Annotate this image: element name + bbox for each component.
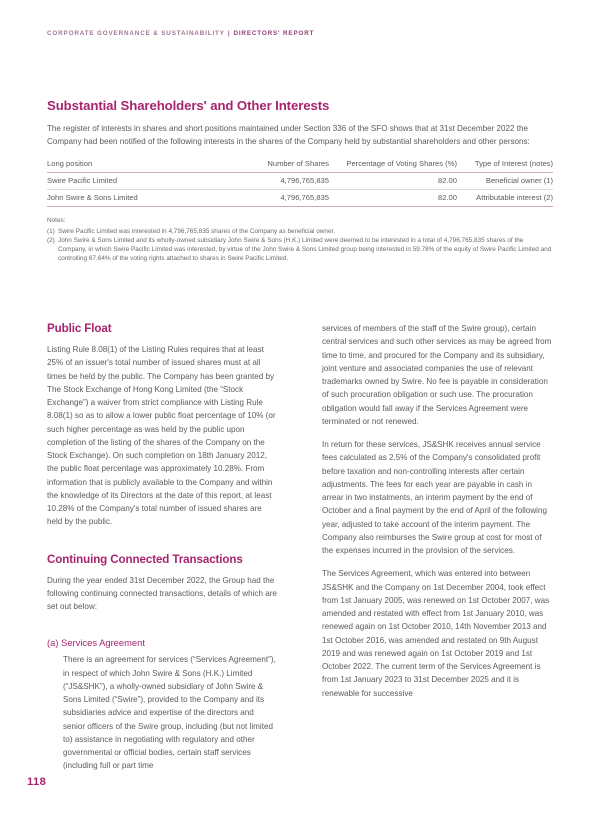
note-text: John Swire & Sons Limited and its wholly-owned subsidiary John Swire & Sons (H.K.) Limited were deemed to be interested in a total of 4,796,765,835 shares of the Company, in which Swire Pacific Limited was interested, by virtue of the John Swire & Sons Limited group being interested in 59.78% of the equity of Swire Pacific Limited and controlling 67.64% of the voting rights attached to shares in Swire Pacific Limited. xyxy=(58,236,552,263)
note-marker: (2) xyxy=(47,236,55,244)
services-agreement-paragraph-3: The Services Agreement, which was entered into between JS&SHK and the Company on 1st December 2004, took effect from 1st January 2005, was renewed on 1st October 2007, was amended and restated with effect from 1st January 2010, was renewed again on 1st October 2010, 14th November 2013 and 1st October 2016, was amended and restated on 9th August 2019 and was renewed again on 1st October 2019 and 1st October 2022. The current term of the Services Agreement is from 1st January 2023 to 31st December 2025 and it is renewable for successive xyxy=(322,569,550,698)
services-agreement-paragraph-part-1: There is an agreement for services (“Services Agreement”), in respect of which John Swire & Sons (H.K.) Limited (“JS&SHK”), a wholly-owned subsidiary of John Swire & Sons Limited (“Swire”), provided to the Company and its subsidiaries advice and expertise of the directors and senior officers of the Swire group, including (but not limited to) assistance in negotiating with regulatory and other governmental or official bodies, certain staff services (including full or part time xyxy=(63,655,276,771)
running-header-chapter: DIRECTORS' REPORT xyxy=(233,30,315,37)
table-header-row xyxy=(47,157,553,172)
services-agreement-heading: (a) Services Agreement xyxy=(47,637,145,649)
table-notes xyxy=(47,216,553,263)
substantial-shareholders-table xyxy=(47,157,553,207)
cell-shareholder-name: Swire Pacific Limited xyxy=(47,172,219,189)
cell-number-of-shares: 4,796,765,835 xyxy=(219,189,329,206)
cell-type-of-interest: Beneficial owner (1) xyxy=(457,172,553,189)
running-header-separator: | xyxy=(227,30,231,37)
notes-label: Notes: xyxy=(47,216,66,224)
note-marker: (1) xyxy=(47,227,55,235)
two-column-region xyxy=(47,322,553,771)
substantial-shareholders-intro: The register of interests in shares and short positions maintained under Section 336 of the SFO shows that at 31st December 2022 the Company had been notified of the following interests in the shares of the Company held by substantial shareholders and other persons: xyxy=(47,124,530,147)
page-title: Substantial Shareholders' and Other Interests xyxy=(47,98,330,113)
note-text: Swire Pacific Limited was interested in 4,796,765,835 shares of the Company as beneficial owner. xyxy=(58,227,336,235)
cell-shareholder-name: John Swire & Sons Limited xyxy=(47,189,219,206)
page-content xyxy=(47,98,553,263)
note-item xyxy=(47,236,553,263)
column-header-type-of-interest: Type of Interest (notes) xyxy=(457,157,553,172)
column-spacer xyxy=(47,539,278,553)
public-float-paragraph: Listing Rule 8.08(1) of the Listing Rules requires that at least 25% of an issuer's total number of issued shares must at all times be held by the public. The Company has been granted by The Stock Exchange of Hong Kong Limited (the “Stock Exchange”) a waiver from strict compliance with Listing Rule 8.08(1) so as to allow a lower public float percentage of 10% (or such higher percentage as was held by the public upon completion of the listing of the shares of the Company on the Stock Exchange). On such completion on 18th January 2012, the public float percentage was approximately 10.28%. From information that is publicly available to the Company and within the knowledge of its Directors at the date of this report, at least 10.28% of the Company's total number of issued shares are held by the public. xyxy=(47,345,276,527)
running-header-section: CORPORATE GOVERNANCE & SUSTAINABILITY xyxy=(47,30,225,37)
table-row xyxy=(47,189,553,206)
services-agreement-paragraph-part-2: services of members of the staff of the Swire group), certain central services and such other services as may be agreed from time to time, and procured for the Company and its subsidiary, joint venture and associated companies the use of relevant trademarks owned by Swire. No fee is payable in consideration of such procuration obligation or such use. The procuration obligation would fall away if the Services Agreement were terminated or not renewed. xyxy=(322,324,552,426)
cell-percentage: 82.00 xyxy=(329,172,457,189)
note-item xyxy=(47,227,553,236)
cell-type-of-interest: Attributable interest (2) xyxy=(457,189,553,206)
page-number: 118 xyxy=(27,776,47,788)
continuing-connected-transactions-heading: Continuing Connected Transactions xyxy=(47,552,243,566)
column-header-percentage-of-voting-shares: Percentage of Voting Shares (%) xyxy=(329,157,457,172)
services-agreement-paragraph-2: In return for these services, JS&SHK receives annual service fees calculated as 2.5% of the Company's consolidated profit before taxation and non-controlling interests after certain adjustments. The fees for each year are payable in cash in arrear in two instalments, an interim payment by the end of October and a final payment by the end of April of the following year, adjusted to take account of the interim payment. The Company also reimburses the Swire group at cost for most of the expenses incurred in the provision of the services. xyxy=(322,440,547,555)
column-left xyxy=(47,322,278,773)
column-header-long-position: Long position xyxy=(47,157,219,172)
column-spacer xyxy=(47,623,278,637)
column-right xyxy=(322,322,553,710)
column-header-number-of-shares: Number of Shares xyxy=(219,157,329,172)
cell-number-of-shares: 4,796,765,835 xyxy=(219,172,329,189)
continuing-connected-transactions-intro: During the year ended 31st December 2022, the Group had the following continuing connected transactions, details of which are set out below: xyxy=(47,575,277,611)
running-header xyxy=(47,30,314,37)
table-row xyxy=(47,172,553,189)
public-float-heading: Public Float xyxy=(47,322,112,335)
cell-percentage: 82.00 xyxy=(329,189,457,206)
